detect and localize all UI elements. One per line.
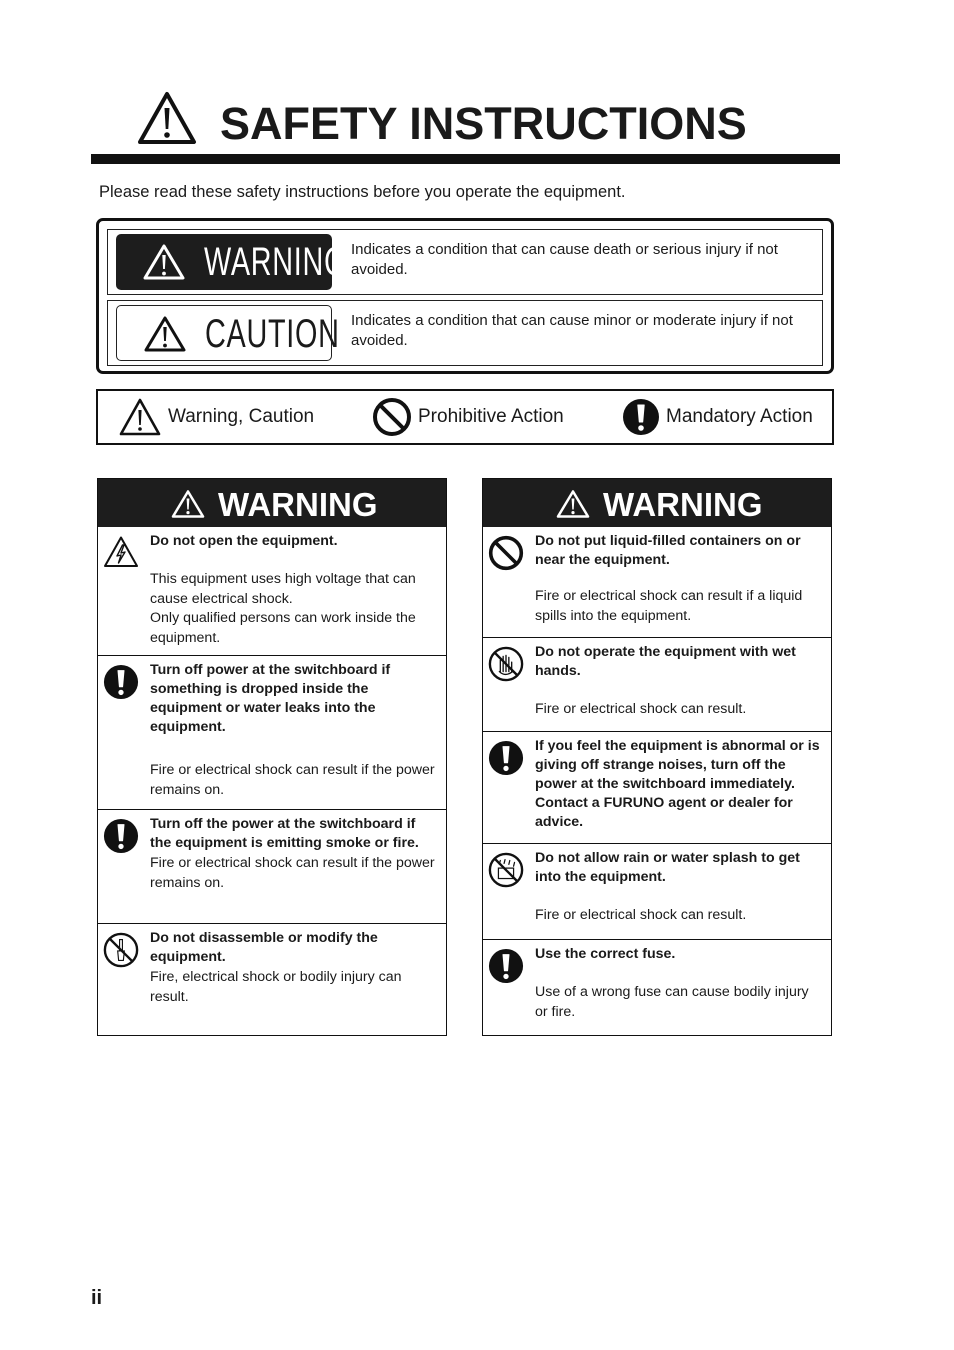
warning-label xyxy=(116,234,348,290)
warning-triangle-icon xyxy=(118,397,162,437)
safety-item xyxy=(483,731,831,843)
intro-text: Please read these safety instructions before you operate the equipment. xyxy=(99,183,626,201)
mandatory-exclamation-icon xyxy=(488,740,524,776)
safety-item xyxy=(483,939,831,1035)
no-water-splash-icon xyxy=(488,852,524,888)
warning-triangle-icon xyxy=(171,489,205,519)
safety-item xyxy=(98,527,446,655)
item-heading: Turn off the power at the switchboard if the equipment is emitting smoke or fire. xyxy=(150,816,419,851)
signal-word-definitions xyxy=(96,218,834,374)
safety-item xyxy=(483,637,831,731)
warning-triangle-icon xyxy=(136,90,198,146)
item-heading: Do not open the equipment. xyxy=(150,533,338,549)
mandatory-exclamation-icon xyxy=(103,818,139,854)
item-heading: Do not put liquid-filled containers on or near the equipment. xyxy=(535,533,801,568)
legend-label: Prohibitive Action xyxy=(418,406,564,427)
legend-label: Mandatory Action xyxy=(666,406,813,427)
item-heading: Turn off power at the switchboard if something is dropped inside the equipment or water leaks into the equipment. xyxy=(150,662,391,735)
warning-triangle-icon xyxy=(556,489,590,519)
safety-item xyxy=(98,923,446,1035)
safety-item xyxy=(98,809,446,923)
item-heading: Use the correct fuse. xyxy=(535,946,676,962)
electric-shock-triangle-icon xyxy=(103,535,139,569)
warning-panel-right xyxy=(482,478,832,1036)
item-body-1: This equipment uses high voltage that can cause electrical shock. Only qualified persons can work inside the equipment. xyxy=(150,571,416,646)
item-heading: Do not allow rain or water splash to get into the equipment. xyxy=(535,850,800,885)
warning-definition-text: Indicates a condition that can cause death or serious injury if not avoided. xyxy=(351,241,778,278)
item-heading: If you feel the equipment is abnormal or is giving off strange noises, turn off the power at the switchboard immediately. Contact a FURUNO agent or dealer for advice. xyxy=(535,738,820,830)
caution-label-text: CAUTION xyxy=(205,312,340,356)
item-body: Fire or electrical shock can result. xyxy=(535,701,747,717)
warning-panel-header xyxy=(98,479,446,527)
page-title: SAFETY INSTRUCTIONS xyxy=(220,98,747,149)
safety-item xyxy=(483,843,831,939)
warning-triangle-icon xyxy=(142,243,186,281)
legend-item-mandatory xyxy=(622,391,813,443)
caution-label xyxy=(116,305,340,361)
prohibited-icon xyxy=(372,397,412,437)
item-body: Fire or electrical shock can result if the power remains on. xyxy=(150,855,435,891)
page-number: ii xyxy=(91,1287,103,1309)
item-heading: Do not disassemble or modify the equipment. xyxy=(150,930,378,965)
no-disassembly-icon xyxy=(103,932,139,968)
item-body: Fire, electrical shock or bodily injury can result. xyxy=(150,969,402,1005)
prohibited-icon xyxy=(488,535,524,571)
item-body: Fire or electrical shock can result. xyxy=(535,907,747,923)
no-wet-hands-icon xyxy=(488,646,524,682)
mandatory-exclamation-icon xyxy=(622,398,660,436)
definition-warning xyxy=(107,229,823,295)
definition-caution xyxy=(107,300,823,366)
legend-item-warning xyxy=(118,391,314,443)
item-heading: Do not operate the equipment with wet hands. xyxy=(535,644,796,679)
warning-label-text: WARNING xyxy=(204,240,348,284)
legend-label: Warning, Caution xyxy=(168,406,315,427)
mandatory-exclamation-icon xyxy=(103,664,139,700)
item-body: Fire or electrical shock can result if a liquid spills into the equipment. xyxy=(535,588,803,624)
mandatory-exclamation-icon xyxy=(488,948,524,984)
warning-panel-header xyxy=(483,479,831,527)
warning-panel-left xyxy=(97,478,447,1036)
item-body: Use of a wrong fuse can cause bodily injury or fire. xyxy=(535,984,809,1020)
symbol-legend xyxy=(96,389,834,445)
safety-item xyxy=(483,527,831,637)
warning-panel-title: WARNING xyxy=(218,486,378,523)
caution-definition-text: Indicates a condition that can cause minor or moderate injury if not avoided. xyxy=(351,312,793,349)
warning-triangle-icon xyxy=(143,315,187,353)
warning-panel-title: WARNING xyxy=(603,486,763,523)
legend-item-prohibitive xyxy=(372,391,564,443)
safety-item xyxy=(98,655,446,809)
item-body: Fire or electrical shock can result if the power remains on. xyxy=(150,762,435,798)
title-rule xyxy=(91,154,840,164)
